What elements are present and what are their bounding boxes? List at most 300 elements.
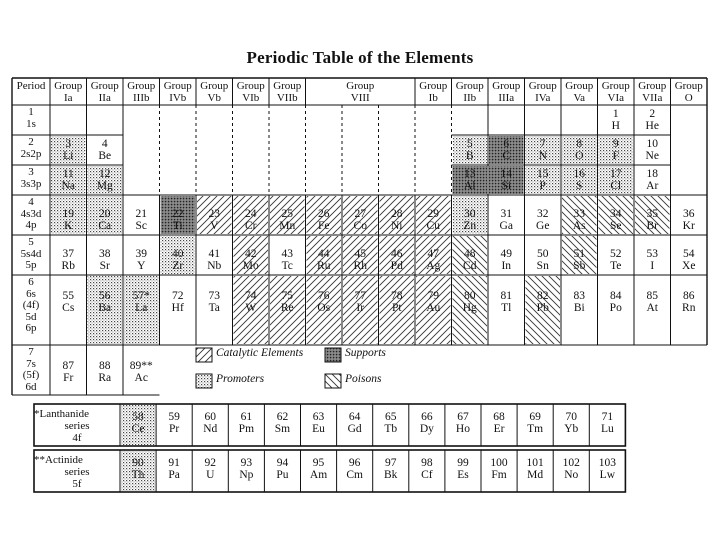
- column-header-o: [671, 80, 708, 107]
- element-cell: [301, 411, 337, 453]
- atomic-number: 84: [610, 290, 622, 302]
- header-text: VIIb: [276, 92, 298, 105]
- element-symbol: Mo: [242, 260, 259, 273]
- element-symbol: Pu: [276, 469, 289, 482]
- header-text: Group: [163, 80, 192, 92]
- header-text: VIII: [350, 92, 370, 105]
- page-title: Periodic Table of the Elements: [246, 48, 474, 67]
- period-text: 4s3d: [20, 207, 42, 220]
- element-symbol: Al: [464, 180, 476, 193]
- atomic-number: 30: [464, 208, 476, 220]
- atomic-number: 26: [318, 208, 330, 220]
- element-symbol: Cu: [426, 220, 440, 233]
- element-symbol: Mg: [96, 180, 113, 193]
- element-cell: [123, 348, 160, 410]
- atomic-number: 7: [539, 138, 546, 150]
- period-text: 4: [28, 196, 34, 208]
- element-symbol: Ag: [426, 260, 441, 273]
- element-cell: [192, 411, 228, 453]
- element-cell: [488, 168, 525, 198]
- atomic-number: 41: [208, 248, 220, 260]
- element-symbol: Xe: [682, 260, 696, 273]
- element-cell: [525, 138, 562, 168]
- header-text: Group: [273, 80, 302, 92]
- element-symbol: I: [650, 260, 655, 273]
- element-symbol: Eu: [312, 423, 325, 436]
- element-symbol: Lw: [599, 469, 616, 482]
- element-cell: [561, 168, 598, 198]
- element-symbol: Rb: [61, 260, 75, 273]
- element-cell: [87, 168, 124, 198]
- column-header-iib: [452, 80, 489, 107]
- element-symbol: Nd: [203, 423, 218, 436]
- atomic-number: 68: [493, 411, 505, 423]
- atomic-number: 18: [646, 168, 658, 180]
- element-cell: [553, 411, 589, 453]
- atomic-number: 37: [62, 248, 74, 260]
- element-symbol: Zn: [463, 220, 477, 233]
- atomic-number: 88: [99, 360, 111, 372]
- atomic-number: 92: [204, 457, 216, 469]
- element-symbol: Ra: [98, 372, 112, 385]
- atomic-number: 63: [312, 411, 325, 423]
- lanthanide-series-label: [34, 408, 120, 450]
- period-text: 3: [28, 166, 34, 178]
- atomic-number: 31: [500, 208, 512, 220]
- element-cell: [50, 168, 87, 198]
- column-header-vb: [196, 80, 233, 107]
- period-text: 6d: [25, 380, 37, 393]
- header-text: VIIa: [642, 92, 663, 105]
- element-symbol: Ce: [131, 423, 145, 436]
- column-header-period: [12, 80, 50, 107]
- element-cell: [589, 457, 625, 499]
- header-text: Group: [528, 80, 557, 92]
- header-text: IVb: [169, 92, 187, 105]
- atomic-number: 17: [610, 168, 622, 180]
- element-symbol: Cd: [463, 260, 477, 273]
- period-label: [12, 197, 50, 232]
- element-symbol: Ru: [317, 260, 331, 273]
- header-text: Ia: [63, 92, 73, 105]
- atomic-number: 23: [208, 208, 220, 220]
- element-cell: [525, 278, 562, 360]
- atomic-number: 38: [99, 248, 111, 260]
- atomic-number: 50: [537, 248, 549, 260]
- period-text: 5s4d: [20, 247, 42, 260]
- element-cell: [561, 138, 598, 168]
- element-symbol: Ca: [98, 220, 112, 233]
- element-cell: [598, 138, 635, 168]
- header-text: IIIa: [498, 92, 515, 105]
- header-text: Ib: [428, 92, 438, 105]
- column-header-via: [598, 80, 635, 107]
- period-label: [12, 347, 50, 393]
- element-cell: [228, 457, 264, 499]
- atomic-number: 82: [537, 290, 549, 302]
- atomic-number: 55: [62, 290, 74, 302]
- period-label: [12, 237, 50, 272]
- element-symbol: Rh: [353, 260, 367, 273]
- atomic-number: 78: [391, 290, 403, 302]
- element-cell: [301, 457, 337, 499]
- element-cell: [228, 411, 264, 453]
- atomic-number: 15: [537, 168, 549, 180]
- atomic-number: 34: [610, 208, 622, 220]
- atomic-number: 72: [172, 290, 184, 302]
- atomic-number: 14: [500, 168, 512, 180]
- element-symbol: Tm: [527, 423, 544, 436]
- element-cell: [50, 348, 87, 410]
- period-label: [12, 277, 50, 335]
- element-symbol: Se: [610, 220, 622, 233]
- element-cell: [306, 278, 343, 360]
- element-symbol: Th: [131, 469, 145, 482]
- element-symbol: Ge: [536, 220, 550, 233]
- element-cell: [120, 457, 156, 499]
- element-cell: [517, 411, 553, 453]
- atomic-number: 71: [601, 411, 614, 423]
- element-cell: [415, 278, 452, 360]
- atomic-number: 8: [576, 138, 583, 150]
- element-symbol: S: [576, 180, 583, 193]
- legend-label-promoter: Promoters: [216, 373, 265, 385]
- legend-label-catalytic: Catalytic Elements: [216, 347, 304, 359]
- atomic-number: 21: [135, 208, 147, 220]
- atomic-number: 39: [135, 248, 147, 260]
- atomic-number: 6: [503, 138, 510, 150]
- atomic-number: 64: [348, 411, 361, 423]
- atomic-number: 94: [276, 457, 289, 469]
- element-cell: [445, 457, 481, 499]
- element-cell: [337, 411, 373, 453]
- element-cell: [488, 138, 525, 168]
- atomic-number: 10: [646, 138, 658, 150]
- element-symbol: Sn: [536, 260, 549, 273]
- element-symbol: Md: [527, 469, 544, 482]
- column-header-viii: [306, 80, 416, 107]
- atomic-number: 20: [99, 208, 111, 220]
- atomic-number: 54: [683, 248, 695, 260]
- atomic-number: 3: [65, 138, 72, 150]
- atomic-number: 77: [354, 290, 366, 302]
- period-text: 2: [28, 136, 34, 148]
- element-symbol: La: [135, 302, 148, 315]
- atomic-number: 74: [245, 290, 257, 302]
- element-cell: [452, 168, 489, 198]
- atomic-number: 19: [62, 208, 74, 220]
- element-cell: [634, 108, 671, 138]
- header-text: Group: [346, 80, 375, 92]
- element-symbol: Er: [493, 423, 505, 436]
- atomic-number: 98: [421, 457, 433, 469]
- element-symbol: N: [538, 150, 547, 163]
- period-text: 5d: [25, 310, 37, 323]
- element-cell: [409, 457, 445, 499]
- element-cell: [598, 278, 635, 360]
- element-symbol: Br: [646, 220, 658, 233]
- element-symbol: Fe: [318, 220, 330, 233]
- element-cell: [452, 278, 489, 360]
- element-cell: [634, 278, 671, 360]
- atomic-number: 4: [101, 138, 108, 150]
- atomic-number: 12: [99, 168, 111, 180]
- element-symbol: Co: [353, 220, 367, 233]
- atomic-number: 35: [646, 208, 658, 220]
- element-cell: [156, 411, 192, 453]
- series-label-text: *Lanthanide: [34, 408, 89, 420]
- element-cell: [598, 168, 635, 198]
- element-symbol: Sb: [573, 260, 586, 273]
- element-symbol: Ta: [208, 302, 220, 315]
- element-symbol: W: [245, 302, 257, 315]
- header-text: Group: [200, 80, 229, 92]
- atomic-number: 49: [500, 248, 512, 260]
- element-symbol: Si: [501, 180, 512, 193]
- series-label-text: 4f: [72, 432, 82, 445]
- element-symbol: Ac: [134, 372, 148, 385]
- atomic-number: 97: [384, 457, 397, 469]
- atomic-number: 56: [99, 290, 111, 302]
- element-symbol: U: [206, 469, 215, 482]
- header-text: Period: [16, 80, 46, 92]
- element-cell: [634, 168, 671, 198]
- element-cell: [634, 138, 671, 168]
- atomic-number: 67: [457, 411, 469, 423]
- column-header-ivb: [160, 80, 197, 107]
- column-header-viib: [269, 80, 306, 107]
- header-text: Group: [455, 80, 484, 92]
- header-text: Group: [674, 80, 703, 92]
- period-text: 7s: [26, 357, 36, 370]
- element-cell: [192, 457, 228, 499]
- column-header-ia: [50, 80, 87, 107]
- element-symbol: Gd: [347, 423, 362, 436]
- header-text: Group: [90, 80, 119, 92]
- element-symbol: He: [645, 120, 659, 133]
- element-cell: [517, 457, 553, 499]
- element-cell: [373, 457, 409, 499]
- header-text: Group: [419, 80, 448, 92]
- atomic-number: 60: [204, 411, 216, 423]
- atomic-number: 85: [646, 290, 658, 302]
- atomic-number: 87: [62, 360, 74, 372]
- element-symbol: Pb: [536, 302, 549, 315]
- legend-label-poison: Poisons: [345, 373, 382, 385]
- element-symbol: Ba: [98, 302, 112, 315]
- legend-label-support: Supports: [345, 347, 386, 359]
- element-symbol: Bk: [384, 469, 398, 482]
- element-symbol: Cf: [421, 469, 433, 482]
- element-symbol: B: [465, 150, 474, 163]
- atomic-number: 83: [573, 290, 585, 302]
- atomic-number: 44: [318, 248, 330, 260]
- atomic-number: 43: [281, 248, 293, 260]
- header-text: Group: [565, 80, 594, 92]
- atomic-number: 76: [318, 290, 330, 302]
- element-symbol: Po: [609, 302, 622, 315]
- element-symbol: Ho: [455, 423, 470, 436]
- period-text: 4p: [25, 219, 37, 232]
- element-cell: [50, 138, 87, 168]
- element-symbol: Pd: [390, 260, 403, 273]
- atomic-number: 79: [427, 290, 439, 302]
- atomic-number: 93: [240, 457, 253, 469]
- element-symbol: Pm: [238, 423, 255, 436]
- element-symbol: As: [572, 220, 586, 233]
- element-symbol: Os: [317, 302, 331, 315]
- atomic-number: 99: [457, 457, 469, 469]
- element-symbol: V: [210, 220, 219, 233]
- period-text: 1: [28, 106, 34, 118]
- element-symbol: Np: [239, 469, 254, 482]
- atomic-number: 5: [466, 138, 473, 150]
- atomic-number: 28: [391, 208, 403, 220]
- element-symbol: Yb: [564, 423, 579, 436]
- actinide-series-label: [34, 454, 120, 496]
- series-label-text: **Actinide: [34, 454, 83, 466]
- element-symbol: In: [501, 260, 512, 273]
- atomic-number: 89**: [129, 360, 153, 372]
- element-symbol: Es: [457, 469, 469, 482]
- header-text: Group: [601, 80, 630, 92]
- element-cell: [337, 457, 373, 499]
- legend-swatch-poison: [325, 374, 341, 388]
- atomic-number: 51: [573, 248, 585, 260]
- atomic-number: 42: [245, 248, 257, 260]
- element-cell: [561, 278, 598, 360]
- atomic-number: 11: [62, 168, 74, 180]
- atomic-number: 66: [421, 411, 433, 423]
- element-symbol: Pt: [391, 302, 402, 315]
- period-text: 6p: [25, 322, 37, 335]
- atomic-number: 90: [132, 457, 144, 469]
- atomic-number: 70: [565, 411, 577, 423]
- element-symbol: F: [612, 150, 619, 163]
- element-cell: [525, 168, 562, 198]
- atomic-number: 57*: [132, 290, 150, 302]
- header-text: Vb: [207, 92, 221, 105]
- element-cell: [553, 457, 589, 499]
- element-symbol: Dy: [419, 423, 434, 436]
- atomic-number: 59: [168, 411, 180, 423]
- element-symbol: Ga: [499, 220, 513, 233]
- header-text: O: [684, 92, 693, 105]
- atomic-number: 91: [168, 457, 180, 469]
- element-cell: [160, 278, 197, 360]
- atomic-number: 62: [276, 411, 289, 423]
- atomic-number: 81: [500, 290, 512, 302]
- header-text: Group: [127, 80, 156, 92]
- element-symbol: K: [64, 220, 73, 233]
- element-symbol: Cl: [610, 180, 622, 193]
- series-label-text: series: [64, 466, 90, 479]
- period-text: 6s: [26, 287, 36, 300]
- element-cell: [120, 411, 156, 453]
- element-cell: [87, 138, 124, 168]
- atomic-number: 100: [490, 457, 508, 469]
- element-symbol: Hg: [462, 302, 477, 315]
- atomic-number: 48: [464, 248, 476, 260]
- element-symbol: Cm: [346, 469, 363, 482]
- atomic-number: 52: [610, 248, 622, 260]
- element-symbol: Bi: [573, 302, 585, 315]
- column-header-ib: [415, 80, 452, 107]
- element-symbol: Ir: [356, 302, 365, 315]
- atomic-number: 80: [464, 290, 476, 302]
- atomic-number: 36: [683, 208, 695, 220]
- atomic-number: 75: [281, 290, 293, 302]
- element-symbol: Fr: [63, 372, 74, 385]
- atomic-number: 1: [612, 108, 619, 120]
- header-text: IIa: [98, 92, 111, 105]
- element-symbol: C: [502, 150, 511, 163]
- element-symbol: Y: [137, 260, 146, 273]
- element-symbol: Nb: [207, 260, 222, 273]
- element-symbol: Fm: [491, 469, 507, 482]
- element-cell: [373, 411, 409, 453]
- atomic-number: 33: [573, 208, 585, 220]
- series-label-text: series: [64, 420, 90, 433]
- element-symbol: Mn: [279, 220, 296, 233]
- header-text: Group: [236, 80, 265, 92]
- element-symbol: Li: [63, 150, 74, 163]
- column-header-vib: [233, 80, 270, 107]
- atomic-number: 29: [427, 208, 439, 220]
- column-header-iva: [525, 80, 562, 107]
- element-symbol: Sm: [274, 423, 291, 436]
- element-cell: [452, 138, 489, 168]
- period-text: 2s2p: [20, 147, 42, 160]
- element-symbol: Na: [61, 180, 75, 193]
- element-cell: [264, 457, 300, 499]
- legend-swatch-promoter: [196, 374, 212, 388]
- element-cell: [409, 411, 445, 453]
- series-label-text: 5f: [72, 478, 82, 491]
- header-text: IVa: [535, 92, 551, 105]
- element-cell: [589, 411, 625, 453]
- atomic-number: 40: [172, 248, 184, 260]
- atomic-number: 32: [537, 208, 549, 220]
- element-cell: [156, 457, 192, 499]
- element-symbol: Hf: [171, 302, 184, 315]
- header-text: Va: [573, 92, 586, 105]
- header-text: Group: [492, 80, 521, 92]
- period-text: (4f): [22, 299, 40, 312]
- atomic-number: 24: [245, 208, 257, 220]
- atomic-number: 65: [384, 411, 397, 423]
- atomic-number: 103: [598, 457, 616, 469]
- atomic-number: 27: [354, 208, 366, 220]
- atomic-number: 58: [132, 411, 144, 423]
- atomic-number: 16: [573, 168, 585, 180]
- atomic-number: 73: [208, 290, 220, 302]
- element-symbol: Zr: [172, 260, 184, 273]
- element-cell: [488, 278, 525, 360]
- element-symbol: Am: [309, 469, 328, 482]
- atomic-number: 53: [646, 248, 658, 260]
- period-text: 3s3p: [20, 177, 42, 190]
- element-symbol: Tc: [281, 260, 293, 273]
- element-symbol: Cs: [62, 302, 75, 315]
- element-cell: [481, 457, 517, 499]
- atomic-number: 46: [391, 248, 403, 260]
- element-symbol: Pa: [168, 469, 180, 482]
- element-symbol: Te: [610, 260, 622, 273]
- column-header-iiia: [488, 80, 525, 107]
- atomic-number: 96: [348, 457, 361, 469]
- period-text: 5: [28, 236, 34, 248]
